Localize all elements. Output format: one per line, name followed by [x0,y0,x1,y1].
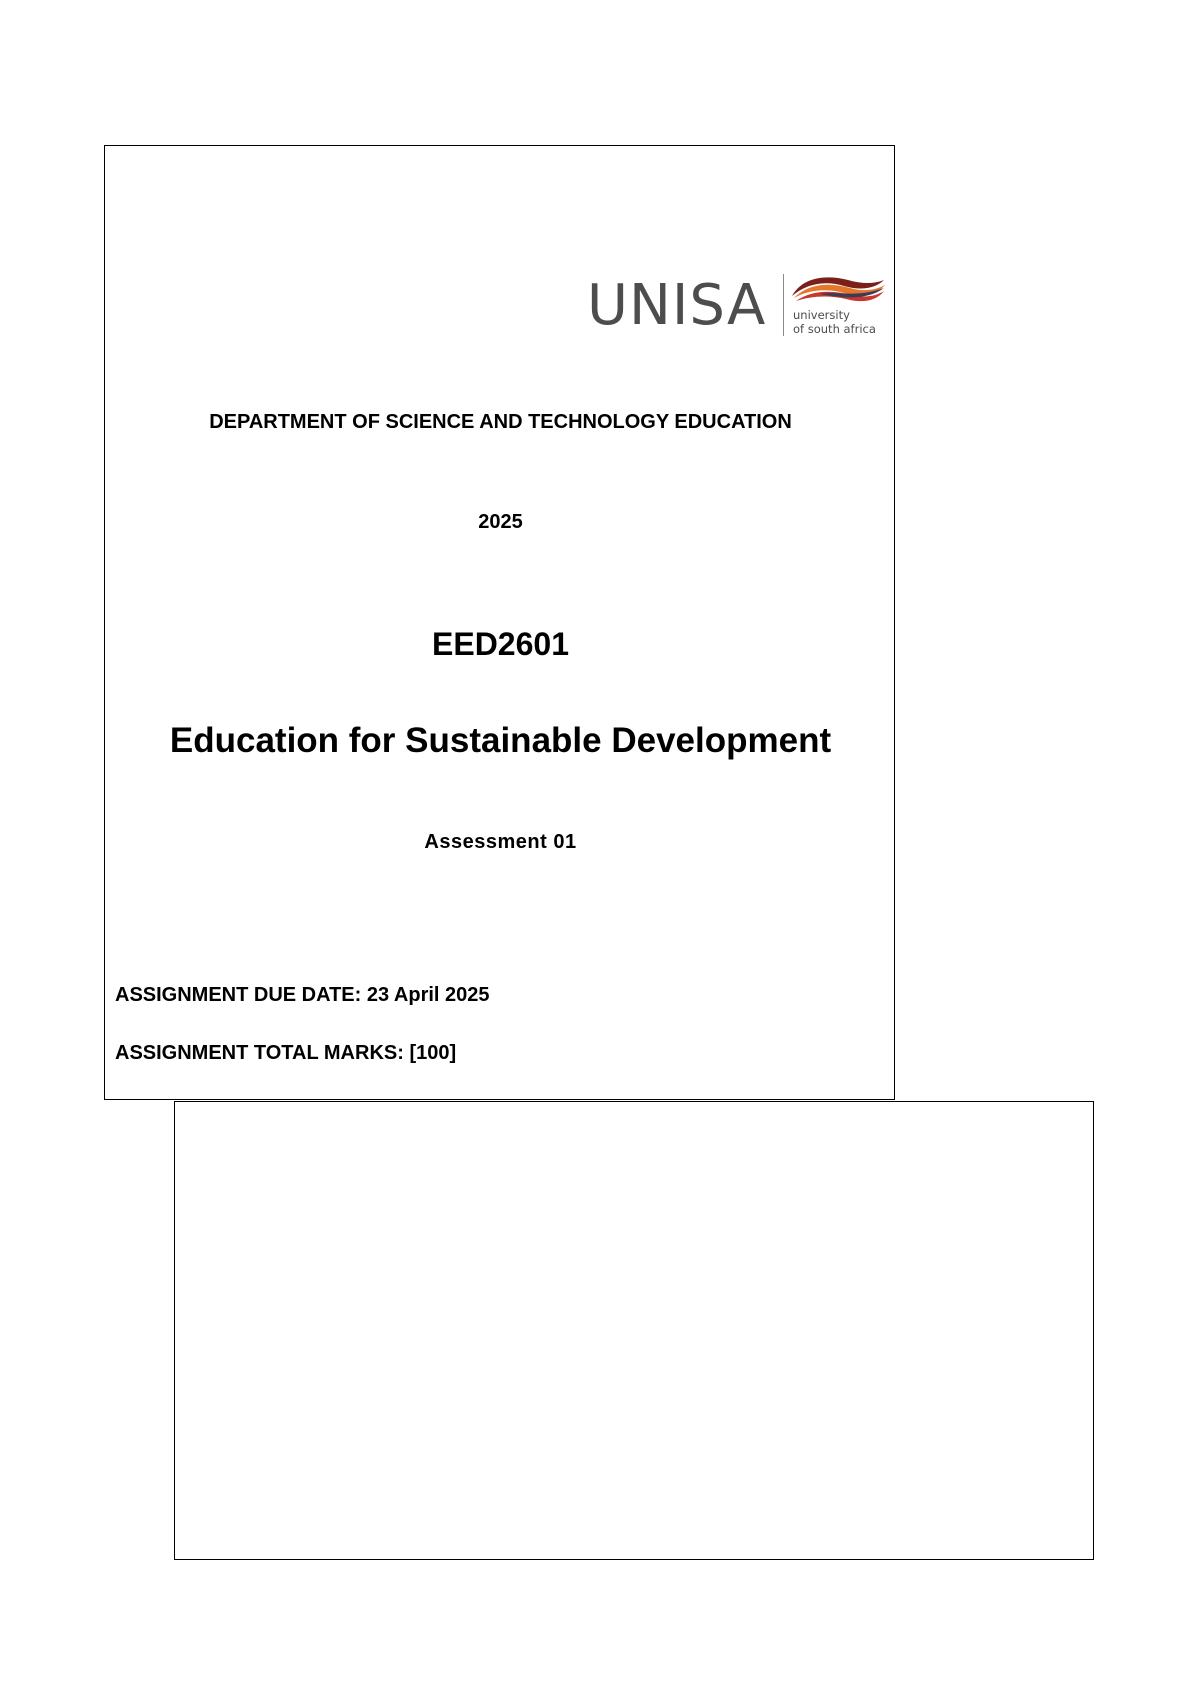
empty-text-box [174,1101,1094,1560]
module-title: Education for Sustainable Development [169,721,832,760]
department-heading: DEPARTMENT OF SCIENCE AND TECHNOLOGY EDUCATION [209,411,792,433]
cover-page-box [104,145,895,1100]
logo-wordmark: UNISA [587,273,767,338]
assignment-total-marks: ASSIGNMENT TOTAL MARKS: [100] [115,1042,457,1064]
logo-divider [783,274,784,336]
logo-tagline-line1: university [793,308,850,322]
year: 2025 [478,511,523,533]
assignment-due-date: ASSIGNMENT DUE DATE: 23 April 2025 [115,984,490,1006]
assessment-label: Assessment 01 [424,831,577,853]
logo-tagline [793,308,876,336]
unisa-logo [587,268,887,340]
logo-tagline-line2: of south africa [793,322,876,336]
module-code: EED2601 [432,626,569,662]
logo-swoosh-icon [790,272,886,306]
